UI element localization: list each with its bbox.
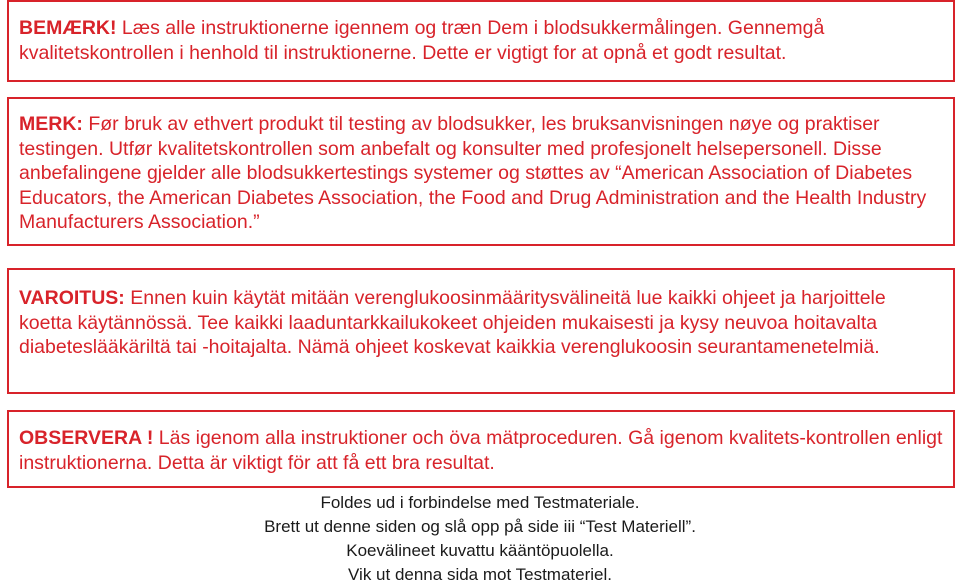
notice-lead-finnish: VAROITUS: — [19, 287, 125, 309]
notice-box-swedish — [7, 410, 955, 488]
notice-text-finnish — [19, 286, 943, 360]
notice-body-swedish: Läs igenom alla instruktioner och öva mätproceduren. Gå igenom kvalitets-kontrollen enligt instruktionerna. Detta är viktigt för att få ett bra resultat. — [19, 427, 943, 474]
notice-lead-danish: BEMÆRK! — [19, 17, 117, 39]
fold-note-finnish: Koevälineet kuvattu kääntöpuolella. — [346, 541, 614, 560]
notice-lead-norwegian: MERK: — [19, 113, 83, 135]
notice-body-finnish: Ennen kuin käytät mitään verenglukoosinmääritysvälineitä lue kaikki ohjeet ja harjoittele koetta käytännössä. Tee kaikki laaduntarkkailukokeet ohjeiden mukaisesti ja kysy neuvoa hoitavalta diabeteslääkäriltä tai -hoitajalta. Nämä ohjeet koskevat kaikkia verenglukoosin seurantamenetelmiä. — [19, 287, 886, 358]
notice-text-swedish — [19, 426, 943, 475]
notice-box-norwegian — [7, 97, 955, 246]
fold-note-danish: Foldes ud i forbindelse med Testmateriale. — [320, 493, 640, 512]
notice-box-finnish — [7, 268, 955, 394]
notice-lead-swedish: OBSERVERA ! — [19, 427, 154, 449]
notice-body-norwegian: Før bruk av ethvert produkt til testing av blodsukker, les bruksanvisningen nøye og praktiser testingen. Utfør kvalitetskontrollen som anbefalt og konsulter med profesjonelt helsepersonell. Disse anbefalingene gjelder alle blodsukkertestings systemer og støttes av “American Association of Diabetes Educators, the American Diabetes Association, the Food and Drug Administration and the Health Industry Manufacturers Association.” — [19, 113, 927, 233]
notice-text-danish — [19, 16, 943, 65]
fold-note-norwegian: Brett ut denne siden og slå opp på side iii “Test Materiell”. — [264, 517, 696, 536]
notice-box-danish — [7, 0, 955, 82]
notice-text-norwegian — [19, 112, 943, 235]
notice-body-danish: Læs alle instruktionerne igennem og træn Dem i blodsukkermålingen. Gennemgå kvalitetskontrollen i henhold til instruktionerne. Dette er vigtigt for at opnå et godt resultat. — [19, 17, 825, 64]
fold-note-swedish: Vik ut denna sida mot Testmateriel. — [348, 565, 612, 584]
fold-instructions — [0, 491, 960, 587]
